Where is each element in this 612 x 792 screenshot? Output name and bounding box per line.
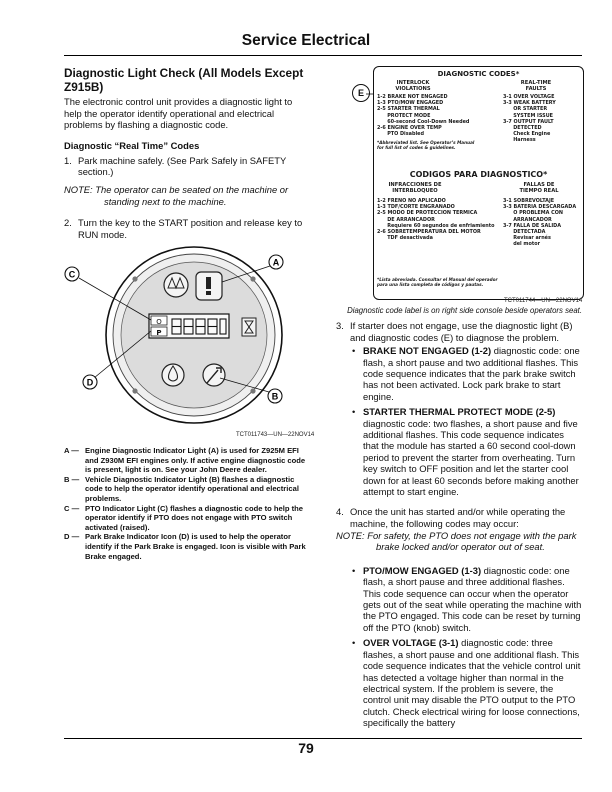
code-row: Revisar arnés [503,235,551,242]
code-row: 3-3 BATERIA DESCARGADA [503,204,577,211]
label-title-es-wrap [374,170,583,179]
legend-item-a [64,446,312,475]
es-left-heading-2: INTERBLOQUEO [392,188,438,194]
realtime-heading-2: FAULTS [525,86,547,92]
step-3-number: 3. [336,320,344,331]
label-es-left-list [377,198,495,241]
bullet-item: • OVER VOLTAGE (3-1) diagnostic code: three flashes, a short pause and one additional flash. This code sequence indicates that the vehicle control unit has detected a voltage higher than normal in the electrical system. If the problem is severe, the control unit may disable the PTO output to the PTO clutch. Check electrical wiring for loose connections, specifically the battery [352,637,581,729]
footer-rule [64,738,582,739]
legend-key: C — [64,503,80,513]
label-title-es: CODIGOS PARA DIAGNOSTICO* [409,170,548,179]
bullet-list-b [336,565,582,729]
header-rule [64,55,582,56]
intro-paragraph: The electronic control unit provides a diagnostic light to help the operator identify operational and electrical problems by flashing a diagnostic code. [64,96,293,131]
callout-b-label: B [271,391,279,402]
legend-item-d [64,532,312,561]
bullet-title: STARTER THERMAL PROTECT MODE (2-5) [363,406,556,418]
code-row: O PROBLEMA CON [503,210,563,217]
step-1-text: Park machine safely. (See Park Safely in SAFETY section.) [78,154,287,178]
page-header-title: Service Electrical [241,32,371,49]
legend-key: D — [64,532,80,542]
es-right-heading-1: FALLAS DE [523,182,555,188]
wrench-icon [203,364,225,386]
legend-key: B — [64,474,80,484]
code-row: PTO Disabled [377,131,424,138]
screw-icon [250,276,255,281]
label-en-left-list [377,94,469,137]
callout-d-label: D [86,377,94,388]
label-es-right-heading [498,182,580,194]
code-row: Check Engine [503,131,551,138]
bullet-title: OVER VOLTAGE (3-1) [363,637,459,649]
es-right-heading-2: TIEMPO REAL [519,188,559,194]
note-1-prefix: NOTE: [64,183,93,195]
code-row: DETECTADA [503,229,546,236]
fuel-drop-icon [162,364,184,386]
footnote-line: for full list of codes & guidelines. [377,145,456,150]
code-row: SYSTEM ISSUE [503,112,554,119]
step-3-text: If starter does not engage, use the diagnostic light (B) and diagnostic codes (E) to diagnose the problem. [350,320,573,343]
interlock-heading-1: INTERLOCK [396,80,430,86]
note-1-text: The operator can be seated on the machine or standing next to the machine. [95,183,289,207]
label-interlock-heading [374,80,452,92]
code-row: 1-3 TDF/CORTE ENGRANADO [377,204,455,211]
label-en-footnote [377,140,474,150]
legend-text: Park Brake Indicator Icon (D) is used to help the operator identify if the Park Brake is engaged. Icon is visible with Park Brake engaged. [85,532,306,561]
label-es-right-list [503,198,576,248]
diagnostic-code-label [373,66,584,300]
code-row: Requiere 60 segundos de enfriamiento [377,222,495,229]
legend-item-c [64,504,312,533]
callout-d [83,375,97,389]
hourglass-button-icon [242,318,256,336]
page-number: 79 [298,740,314,756]
bullet-item: • BRAKE NOT ENGAGED (1-2) diagnostic code: one flash, a short pause and two additional flashes. This code sequence indicates that the park brake switch has not been activated. Lock park brake to start engine. [352,345,580,402]
legend-text: Vehicle Diagnostic Indicator Light (B) flashes a diagnostic code to help the operator identify operational and electrical problems. [85,474,299,503]
label-es-left-heading [374,182,456,194]
code-row: ARRANCADOR [503,216,552,223]
step-2-number: 2. [64,217,72,229]
figure-code-panel: TCT011743—UN—22NOV14 [236,432,315,438]
right-column [336,320,582,729]
bullet-text: diagnostic code: three flashes, a short pause and one additional flash. This code sequence indicates that the vehicle control unit has detected a voltage higher than normal in the electrical system. If the problem is severe, the control unit may disable the PTO output to the PTO clutch. Check electrical wiring for loose connections, specifically the battery [363,637,581,729]
bullet-title: PTO/MOW ENGAGED (1-3) [363,564,482,576]
legend-text: PTO Indicator Light (C) flashes a diagnostic code to help the operator identify if PTO does not engage with PTO switch activated (raised). [85,503,303,532]
step-4-number: 4. [336,506,344,518]
callout-c [65,267,79,281]
code-row: OR STARTER [503,106,548,113]
left-column [64,66,312,240]
label-en-right-list [503,94,556,144]
section-title: Diagnostic Light Check (All Models Except Z915B) [64,66,304,94]
code-row: 3-7 OUTPUT FAULT [503,118,554,125]
step-4 [336,506,582,529]
realtime-heading-1: REAL-TIME [520,80,552,86]
pto-indicator-icon [164,273,188,297]
bullet-text: diagnostic code: one flash, a short pause and three additional flashes. This code sequence can occur when the operator gets out of the seat while operating the machine with the PTO engaged. This code can be reset by turning off the PTO (knob) switch. [363,564,582,633]
footnote-line: *Abbreviated list. See Operator’s Manual [377,140,475,145]
step-1 [64,155,312,178]
code-row: DETECTED [503,125,542,132]
code-row: TDF desactivada [377,235,433,242]
code-row: 2-6 ENGINE OVER TEMP [377,125,442,132]
code-row: 3-3 WEAK BATTERY [503,100,556,107]
svg-text:O: O [156,318,162,326]
label-es-footnote [377,277,498,287]
bullet-list-a [336,345,582,497]
screw-icon [132,276,137,281]
subheading-real-time-codes: Diagnostic “Real Time” Codes [64,139,200,151]
code-row: del motor [503,241,540,248]
legend-item-b [64,475,312,504]
bullet-item: • PTO/MOW ENGAGED (1-3) diagnostic code: one flash, a short pause and three additional flashes. This code sequence can occur when the operator gets out of the seat while operating the machine with the PTO engaged. This code can be reset by turning off the PTO (knob) switch. [352,564,582,633]
screw-icon [250,388,255,393]
callout-b [268,389,282,403]
code-row: 1-2 FRENO NO APLICADO [377,198,446,204]
code-row: DE ARRANCADOR [377,216,435,223]
bullet-text: diagnostic code: two flashes, a short pause and five additional flashes. This code sequence indicates that the module has started a 60 second cool-down period to prevent the starter from overheating. Turn key switch to OFF position and let the starter cool down for at least 60 seconds before making another attempt to start engine. [363,417,579,498]
figure-code-label: TCT011744—UN—22NOV14 [504,298,583,304]
callout-c-label: C [68,269,76,280]
footnote-line: para una lista completa de códigos y pautas. [377,282,484,287]
code-row: 2-6 SOBRETEMPERATURA DEL MOTOR [377,229,481,236]
code-row: PROTECT MODE [377,112,431,119]
step-2-text: Turn the key to the START position and release key to RUN mode. [78,217,303,240]
code-row: 2-5 MODO DE PROTECCION TERMICA [377,210,478,217]
screw-icon [132,388,137,393]
legend-key: A — [64,446,79,455]
callout-a-label: A [272,257,280,268]
note-2-prefix: NOTE: [336,529,365,541]
code-row: 1-2 BRAKE NOT ENGAGED [377,94,448,100]
lcd-display [149,314,229,338]
interlock-heading-2: VIOLATIONS [395,86,431,92]
step-4-text: Once the unit has started and/or while operating the machine, the following codes may occur: [350,506,566,530]
code-row: 2-5 STARTER THERMAL [377,106,440,113]
step-2 [64,217,312,240]
bullet-text: diagnostic code: one flash, a short pause and two additional flashes. This code sequence indicates that the park brake switch has not been activated. Lock park brake to start engine. [363,345,580,402]
engine-diagnostic-icon [196,272,222,300]
step-1-number: 1. [64,154,72,166]
code-row: 3-1 OVER VOLTAGE [503,94,555,100]
note-2-text: For safety, the PTO does not engage with the park brake locked and/or operator out of seat. [367,529,577,553]
label-realtime-heading [494,80,578,92]
note-2 [336,530,582,553]
label-caption: Diagnostic code label is on right side console beside operators seat. [347,306,582,315]
label-title-en: DIAGNOSTIC CODES* [437,70,520,78]
instrument-panel-figure [64,240,315,440]
bullet-title: BRAKE NOT ENGAGED (1-2) [363,345,492,357]
code-row: Harness [503,137,536,144]
step-3 [336,320,582,343]
bullet-item: • STARTER THERMAL PROTECT MODE (2-5) diagnostic code: two flashes, a short pause and five additional flashes. This code sequence indicates that the module has started a 60 second cool-down period to prevent the starter from overheating. Turn key switch to OFF position and let the starter cool down for at least 60 seconds before making another attempt to start engine. [352,406,579,498]
es-left-heading-1: INFRACCIONES DE [388,182,442,188]
note-1 [64,184,312,207]
callout-e: E [352,84,370,102]
code-row: 1-3 PTO/MOW ENGAGED [377,100,444,107]
svg-text:P: P [156,329,162,337]
code-row: 3-7 FALLA DE SALIDA [503,222,562,229]
callout-a [269,255,283,269]
code-row: 3-1 SOBREVOLTAJE [503,198,555,204]
footnote-line: *Lista abreviada. Consultar el Manual del operador [377,277,498,282]
code-row: 60-second Cool-Down Needed [377,118,470,125]
figure-legend [64,446,312,561]
legend-text: Engine Diagnostic Indicator Light (A) is used for Z925M EFI and Z930M EFI engines only. If active engine diagnostic code is present, light is on. See your John Deere dealer. [85,446,306,475]
